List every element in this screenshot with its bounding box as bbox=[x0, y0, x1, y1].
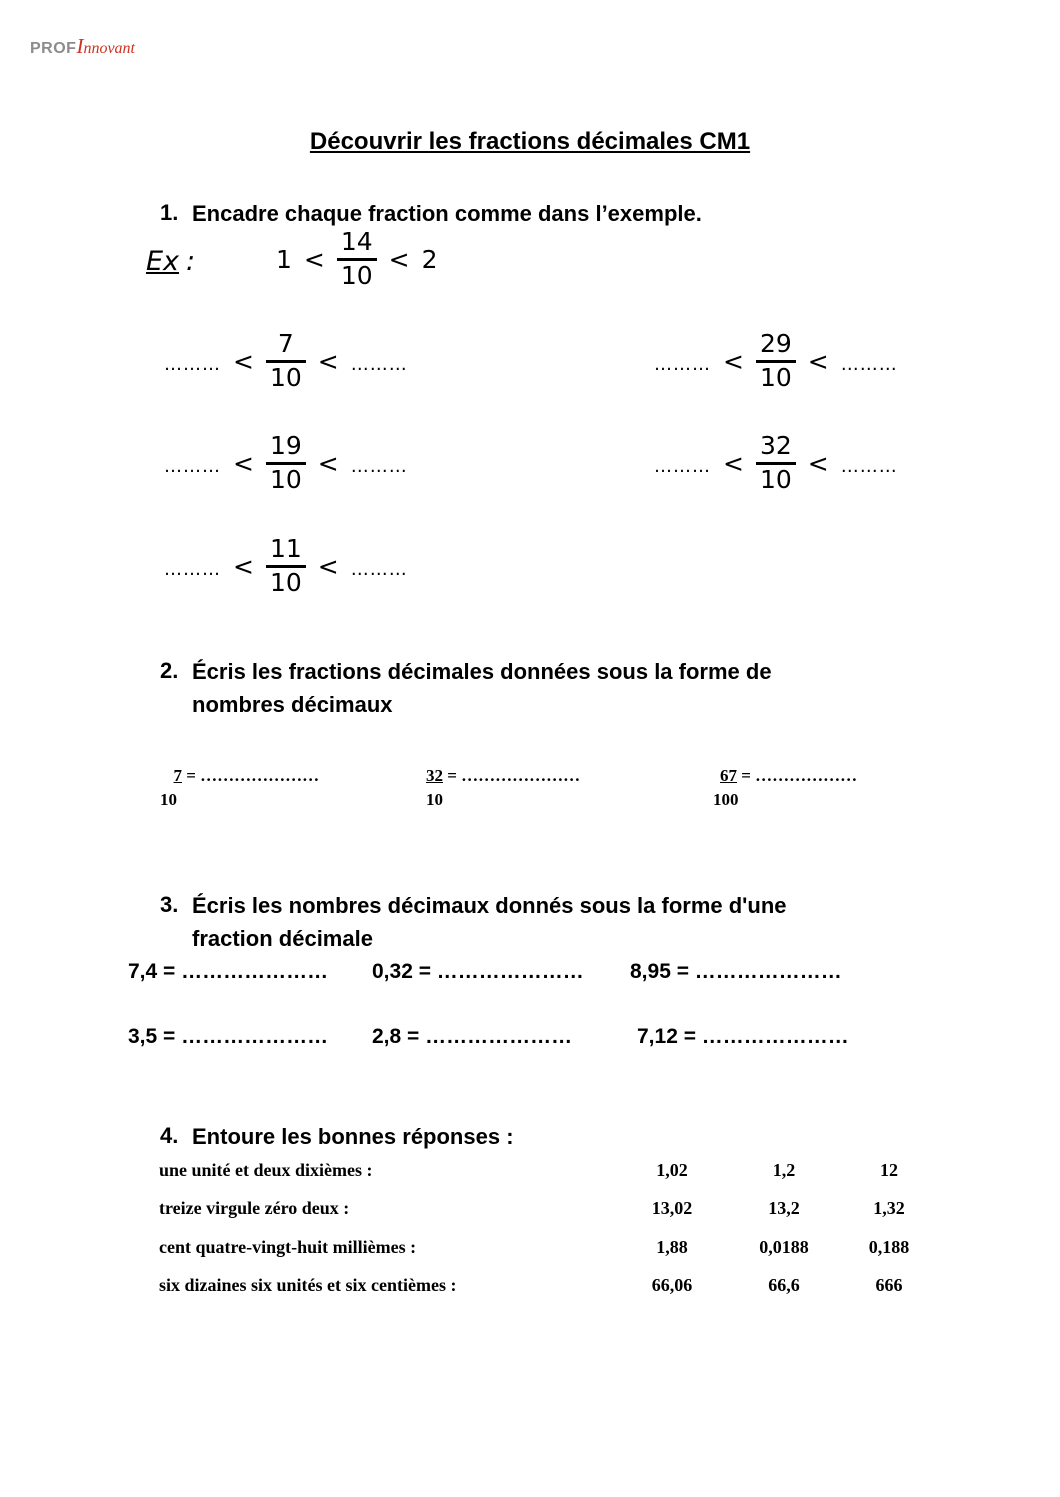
q2-line2: nombres décimaux bbox=[192, 692, 393, 717]
denominator: 10 bbox=[426, 790, 443, 809]
less-than: < bbox=[723, 448, 744, 478]
answer-option[interactable]: 13,2 bbox=[768, 1198, 800, 1218]
denominator: 100 bbox=[713, 790, 739, 809]
q4-row bbox=[0, 1237, 1060, 1261]
denominator: 10 bbox=[269, 567, 302, 597]
numerator: 7 bbox=[173, 766, 182, 785]
example-lt-2: < bbox=[388, 244, 410, 274]
example-label: Ex bbox=[146, 246, 180, 277]
q3-line1: Écris les nombres décimaux donnés sous la forme d'une bbox=[192, 893, 787, 918]
example-numerator: 14 bbox=[340, 227, 373, 256]
example-right: 2 bbox=[421, 244, 438, 274]
q3-number: 3. bbox=[160, 892, 179, 917]
answer-blank[interactable]: ……… bbox=[840, 353, 898, 375]
less-than: < bbox=[317, 551, 339, 581]
q4-number: 4. bbox=[160, 1123, 179, 1148]
less-than: < bbox=[317, 448, 339, 478]
fraction bbox=[756, 330, 796, 393]
q4-label: six dizaines six unités et six centièmes : bbox=[159, 1275, 457, 1295]
denominator: 10 bbox=[269, 464, 302, 494]
less-than: < bbox=[317, 346, 339, 376]
q1-item bbox=[164, 535, 408, 598]
q3-item[interactable]: 7,4 = ………………… bbox=[128, 960, 329, 983]
answer-blank[interactable]: ……… bbox=[164, 558, 221, 580]
answer-option[interactable]: 1,32 bbox=[873, 1198, 905, 1218]
q3-item[interactable]: 8,95 = ………………… bbox=[630, 960, 842, 983]
example-left: 1 bbox=[276, 244, 292, 274]
q4-text: Entoure les bonnes réponses : bbox=[192, 1124, 514, 1149]
answer-option[interactable]: 0,0188 bbox=[759, 1237, 809, 1257]
q2-line1: Écris les fractions décimales données sous la forme de bbox=[192, 659, 772, 684]
denominator: 10 bbox=[160, 790, 177, 809]
q4-label: une unité et deux dixièmes : bbox=[159, 1160, 373, 1180]
example-colon: : bbox=[186, 246, 196, 277]
less-than: < bbox=[723, 346, 744, 376]
q1-item bbox=[654, 432, 898, 495]
page-title: Découvrir les fractions décimales CM1 bbox=[309, 128, 751, 155]
q3-item[interactable]: 0,32 = ………………… bbox=[372, 960, 584, 983]
less-than: < bbox=[233, 551, 254, 581]
q2-item bbox=[713, 766, 857, 810]
q4-row bbox=[0, 1160, 1060, 1184]
q2-item bbox=[426, 766, 580, 810]
q3-item[interactable]: 7,12 = ………………… bbox=[637, 1025, 849, 1048]
q2-item bbox=[160, 766, 319, 810]
numerator: 67 bbox=[720, 766, 737, 785]
q1-item bbox=[654, 330, 898, 393]
answer-blank[interactable]: = ……………… bbox=[741, 766, 858, 785]
answer-blank[interactable]: ……… bbox=[654, 353, 711, 375]
answer-blank[interactable]: ……… bbox=[654, 455, 711, 477]
answer-blank[interactable]: ……… bbox=[840, 455, 898, 477]
answer-blank[interactable]: ……… bbox=[350, 455, 408, 477]
q2-number: 2. bbox=[160, 658, 179, 683]
less-than: < bbox=[233, 448, 254, 478]
example-lt-1: < bbox=[303, 244, 325, 274]
denominator: 10 bbox=[269, 362, 302, 392]
q4-label: cent quatre-vingt-huit millièmes : bbox=[159, 1237, 417, 1257]
less-than: < bbox=[233, 346, 254, 376]
answer-blank[interactable]: ……… bbox=[164, 455, 221, 477]
numerator: 32 bbox=[759, 431, 792, 460]
denominator: 10 bbox=[759, 464, 792, 494]
fraction bbox=[266, 330, 306, 393]
answer-blank[interactable]: ……… bbox=[164, 353, 221, 375]
q3-item[interactable]: 2,8 = ………………… bbox=[372, 1025, 573, 1048]
example-inequality bbox=[276, 228, 438, 291]
logo-rest: nnovant bbox=[83, 40, 135, 57]
q1-text: Encadre chaque fraction comme dans l’exemple. bbox=[192, 201, 702, 226]
q4-label: treize virgule zéro deux : bbox=[159, 1198, 350, 1218]
answer-blank[interactable]: = ………………… bbox=[186, 766, 320, 785]
q2-text bbox=[192, 655, 772, 721]
answer-blank[interactable]: ……… bbox=[350, 558, 408, 580]
answer-option[interactable]: 666 bbox=[875, 1275, 903, 1295]
answer-blank[interactable]: ……… bbox=[350, 353, 408, 375]
example-denominator: 10 bbox=[340, 260, 373, 290]
answer-option[interactable]: 12 bbox=[880, 1160, 898, 1180]
numerator: 32 bbox=[426, 766, 443, 785]
q4-row bbox=[0, 1275, 1060, 1299]
logo-i: I bbox=[76, 34, 84, 58]
answer-option[interactable]: 13,02 bbox=[651, 1198, 693, 1218]
numerator: 29 bbox=[759, 329, 792, 358]
q1-number: 1. bbox=[160, 200, 179, 225]
less-than: < bbox=[807, 346, 829, 376]
fraction bbox=[756, 432, 796, 495]
less-than: < bbox=[807, 448, 829, 478]
numerator: 19 bbox=[269, 431, 302, 460]
logo-prof: PROF bbox=[30, 40, 77, 57]
q1-item bbox=[164, 330, 408, 393]
answer-blank[interactable]: = ………………… bbox=[447, 766, 581, 785]
fraction bbox=[266, 432, 306, 495]
answer-option[interactable]: 66,06 bbox=[651, 1275, 693, 1295]
logo bbox=[30, 34, 135, 59]
answer-option[interactable]: 1,02 bbox=[656, 1160, 688, 1180]
q3-item[interactable]: 3,5 = ………………… bbox=[128, 1025, 329, 1048]
q3-text bbox=[192, 889, 787, 955]
answer-option[interactable]: 0,188 bbox=[868, 1237, 910, 1257]
example-fraction bbox=[337, 228, 377, 291]
numerator: 11 bbox=[269, 534, 302, 563]
answer-option[interactable]: 1,88 bbox=[656, 1237, 688, 1257]
q1-item bbox=[164, 432, 408, 495]
q3-line2: fraction décimale bbox=[192, 926, 373, 951]
answer-option[interactable]: 1,2 bbox=[772, 1160, 796, 1180]
answer-option[interactable]: 66,6 bbox=[768, 1275, 800, 1295]
q4-row bbox=[0, 1198, 1060, 1222]
denominator: 10 bbox=[759, 362, 792, 392]
numerator: 7 bbox=[277, 329, 294, 358]
fraction bbox=[266, 535, 306, 598]
